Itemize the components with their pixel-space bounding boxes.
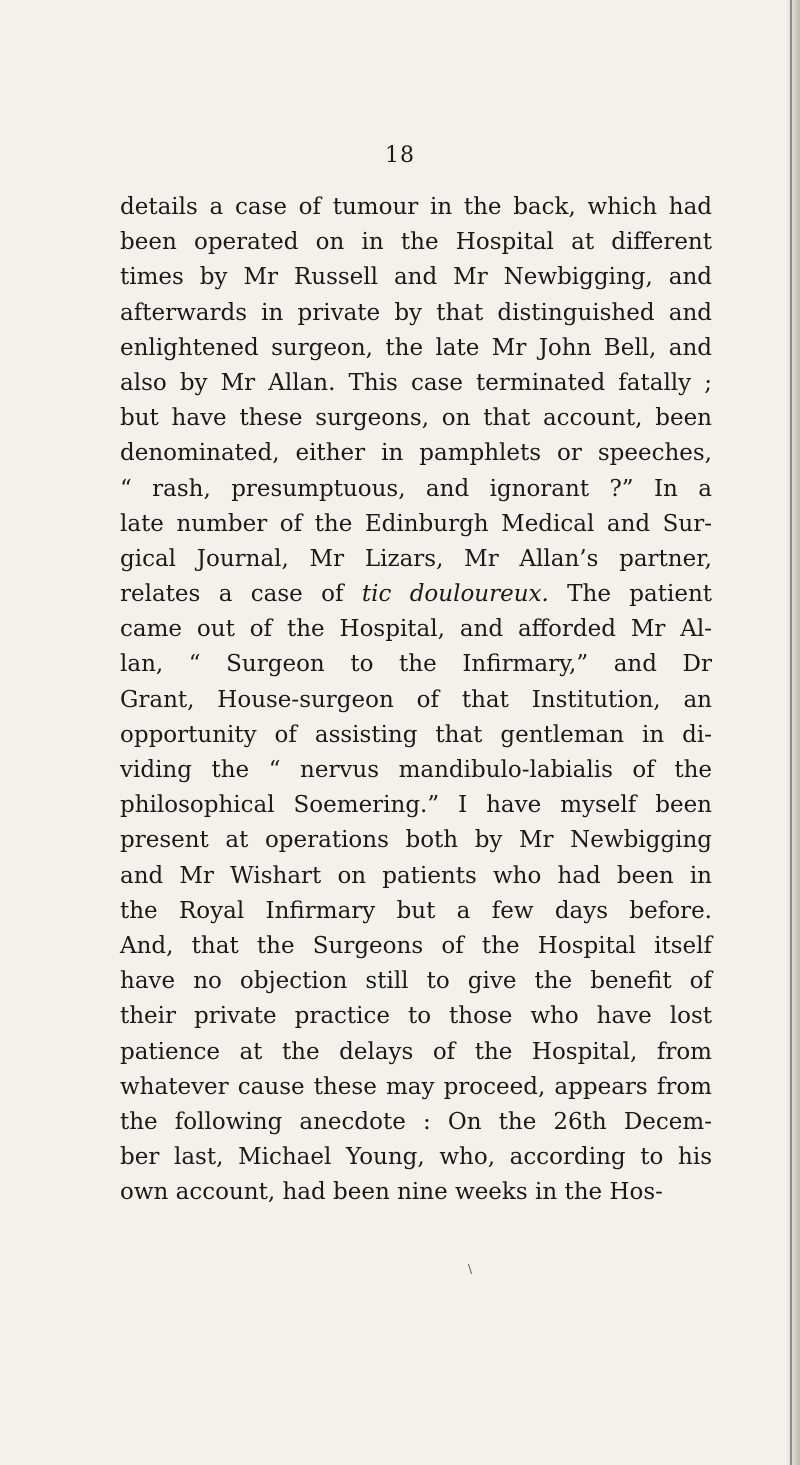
text-line: present at operations both by Mr Newbigging bbox=[120, 827, 712, 854]
text-line: denominated, either in pamphlets or speeches, bbox=[120, 440, 712, 467]
text-line-start: relates a case of bbox=[120, 581, 362, 608]
text-line bbox=[120, 577, 712, 612]
text-line: Grant, House-surgeon of that Institution, an bbox=[120, 686, 712, 713]
text-line: “ rash, presumptuous, and ignorant ?” In a bbox=[120, 475, 712, 502]
text-line: their private practice to those who have lost bbox=[120, 1003, 712, 1030]
text-line: but have these surgeons, on that account, been bbox=[120, 405, 712, 432]
text-line: also by Mr Allan. This case terminated fatally ; bbox=[120, 369, 712, 396]
body-text bbox=[120, 190, 712, 1210]
text-line: came out of the Hospital, and afforded Mr Al- bbox=[120, 616, 712, 643]
text-line: details a case of tumour in the back, which had bbox=[120, 194, 712, 220]
page-edge-shadow bbox=[786, 0, 800, 1465]
page-edge-line bbox=[790, 0, 792, 1465]
text-line: philosophical Soemering.” I have myself been bbox=[120, 792, 712, 819]
text-line: have no objection still to give the benefit of bbox=[120, 968, 712, 995]
text-line: opportunity of assisting that gentleman in di- bbox=[120, 721, 712, 748]
text-line: times by Mr Russell and Mr Newbigging, and bbox=[120, 264, 712, 291]
text-line: the Royal Infirmary but a few days before. bbox=[120, 897, 712, 924]
italic-term: tic douloureux. bbox=[361, 581, 549, 608]
text-line: gical Journal, Mr Lizars, Mr Allan’s partner, bbox=[120, 545, 712, 572]
text-line: And, that the Surgeons of the Hospital itself bbox=[120, 932, 712, 959]
text-line: lan, “ Surgeon to the Infirmary,” and Dr bbox=[120, 651, 712, 678]
text-line: whatever cause these may proceed, appears from bbox=[120, 1073, 712, 1100]
text-line-end: The patient bbox=[548, 581, 712, 608]
text-line: own account, had been nine weeks in the Hos- bbox=[120, 1179, 663, 1206]
text-line: late number of the Edinburgh Medical and Sur- bbox=[120, 510, 712, 537]
text-line: and Mr Wishart on patients who had been in bbox=[120, 862, 712, 889]
text-line: patience at the delays of the Hospital, from bbox=[120, 1038, 712, 1065]
text-line: the following anecdote : On the 26th Decem- bbox=[120, 1108, 712, 1135]
text-line: afterwards in private by that distinguished and bbox=[120, 299, 712, 326]
text-line: been operated on in the Hospital at different bbox=[120, 229, 712, 256]
stray-mark: \ bbox=[468, 1262, 473, 1276]
text-line: enlightened surgeon, the late Mr John Bell, and bbox=[120, 334, 712, 361]
text-line: ber last, Michael Young, who, according to his bbox=[120, 1144, 712, 1171]
text-line: viding the “ nervus mandibulo-labialis of the bbox=[120, 757, 712, 783]
page-number: 18 bbox=[385, 143, 415, 168]
